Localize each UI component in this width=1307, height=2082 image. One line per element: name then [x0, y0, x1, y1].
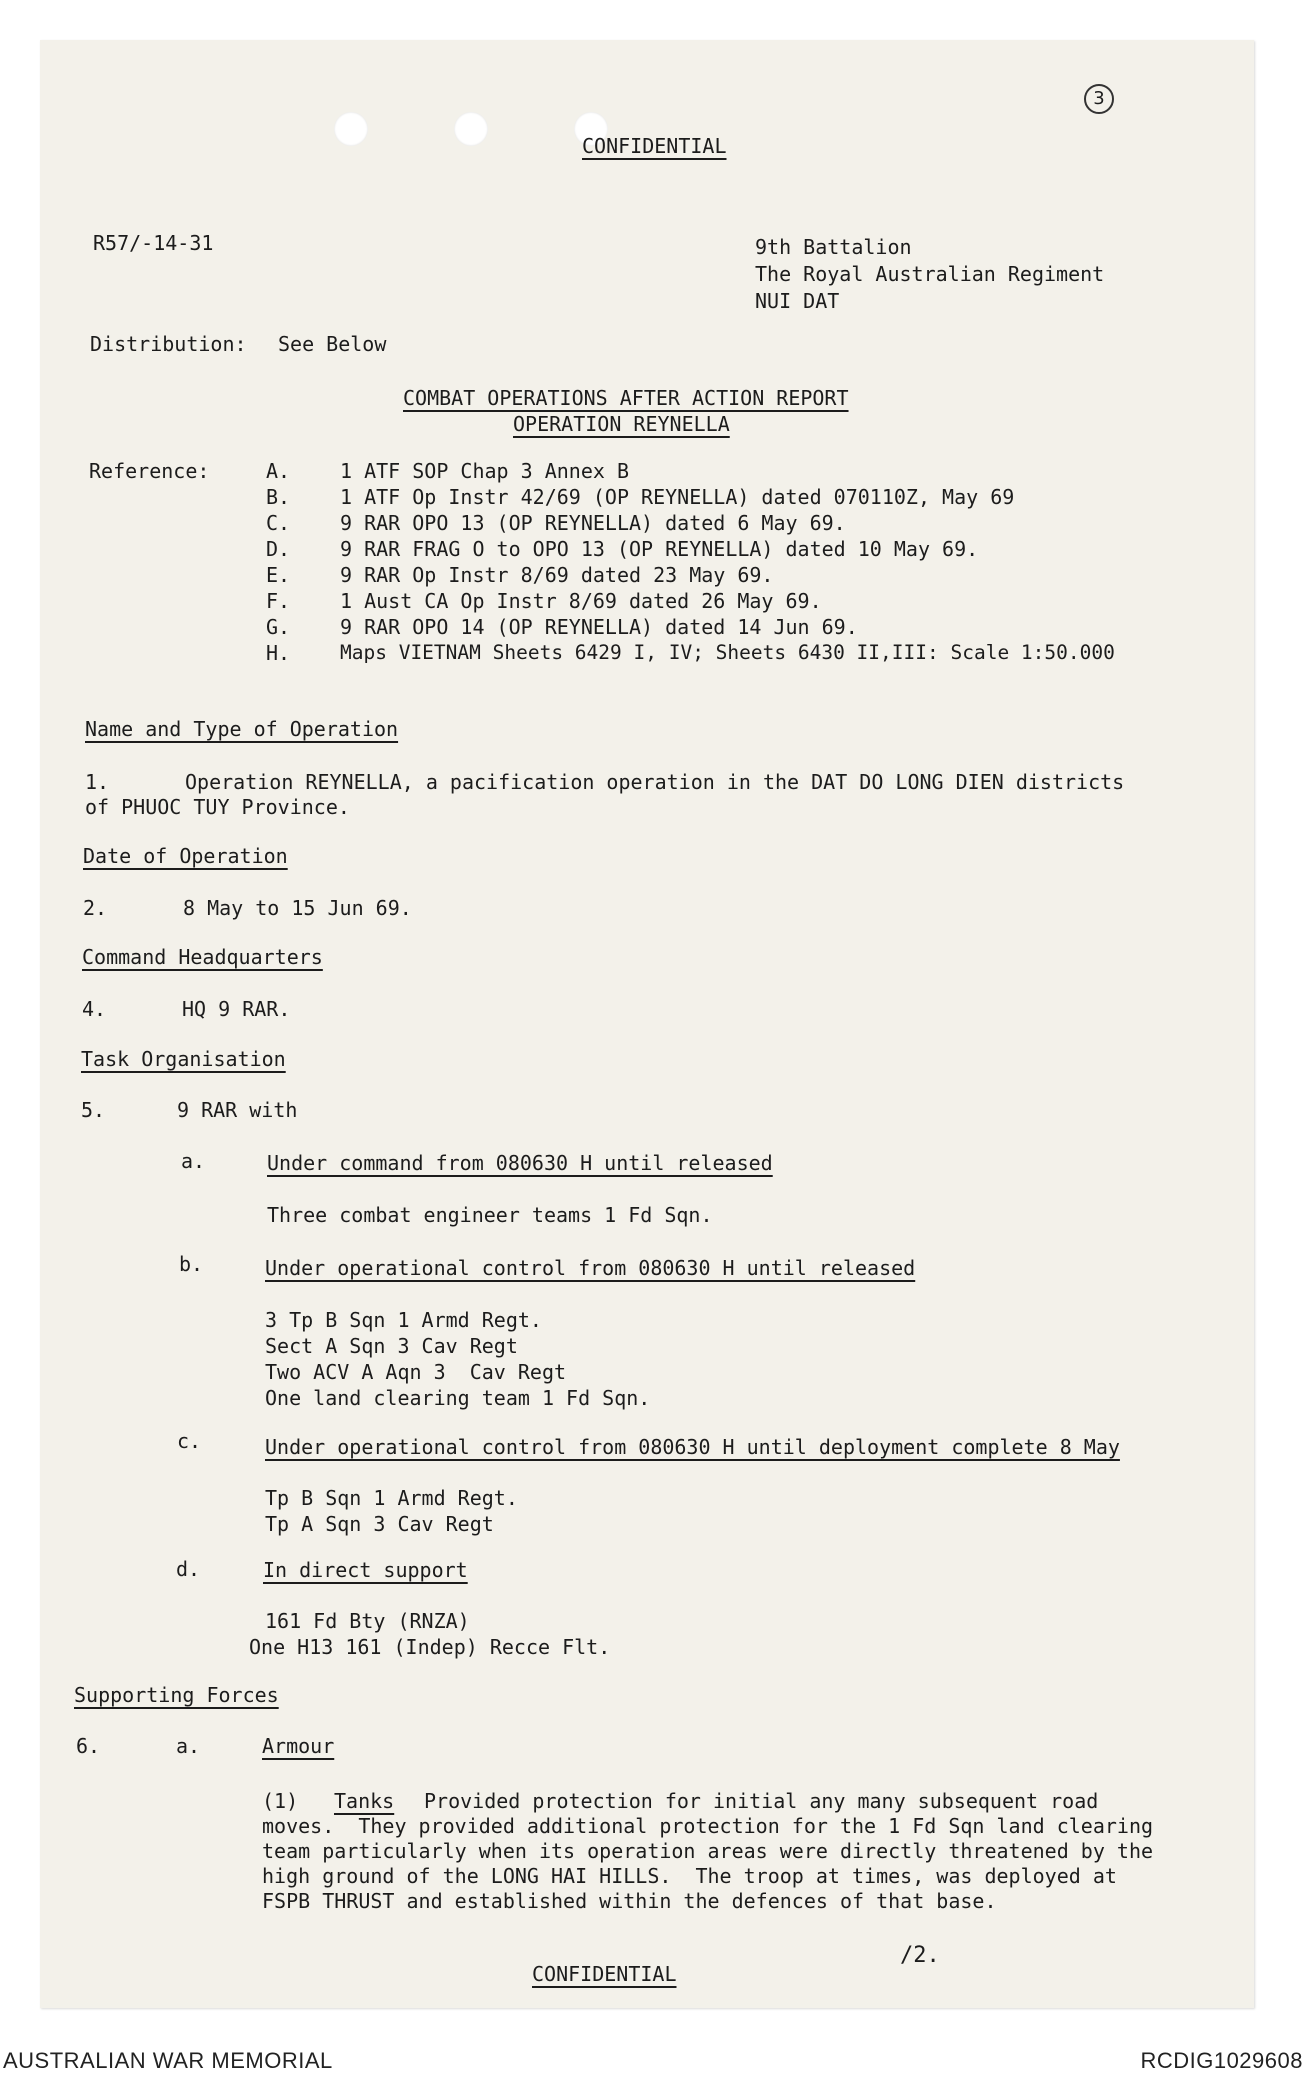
section-heading: Supporting Forces	[74, 1683, 279, 1707]
subparagraph-letter: b.	[179, 1252, 204, 1276]
report-title: COMBAT OPERATIONS AFTER ACTION REPORT	[403, 386, 849, 410]
subparagraph-text: One H13 161 (Indep) Recce Flt.	[249, 1635, 611, 1659]
paragraph-text: of PHUOC TUY Province.	[85, 795, 350, 819]
punch-hole	[454, 112, 488, 146]
reference-letter: D.	[266, 537, 291, 561]
subparagraph-text: Sect A Sqn 3 Cav Regt	[265, 1334, 518, 1358]
section-heading: Date of Operation	[83, 844, 288, 868]
reference-letter: H.	[266, 641, 291, 665]
reference-text: 9 RAR Op Instr 8/69 dated 23 May 69.	[340, 563, 774, 587]
section-heading: Name and Type of Operation	[85, 717, 399, 741]
subparagraph-text: One land clearing team 1 Fd Sqn.	[265, 1386, 651, 1410]
reference-text: Maps VIETNAM Sheets 6429 I, IV; Sheets 6430 II,III: Scale 1:50.000	[340, 641, 1115, 664]
distribution-label: Distribution:	[90, 332, 247, 356]
reference-letter: E.	[266, 563, 291, 587]
subparagraph-text: Three combat engineer teams 1 Fd Sqn.	[267, 1203, 713, 1227]
subparagraph-letter: c.	[177, 1429, 202, 1453]
unit-line: 9th Battalion	[755, 235, 912, 259]
operation-title: OPERATION REYNELLA	[513, 412, 730, 436]
section-heading: Task Organisation	[81, 1047, 286, 1071]
subparagraph-letter: d.	[176, 1557, 201, 1581]
distribution-value: See Below	[278, 332, 387, 356]
paragraph-text: Operation REYNELLA, a pacification operation in the DAT DO LONG DIEN districts	[185, 770, 1125, 794]
reference-label: Reference:	[89, 459, 210, 483]
archive-credit: AUSTRALIAN WAR MEMORIAL	[3, 2048, 333, 2073]
subparagraph-heading: In direct support	[263, 1558, 468, 1582]
item-text: moves. They provided additional protection for the 1 Fd Sqn land clearing	[262, 1814, 1154, 1838]
paragraph-text: HQ 9 RAR.	[182, 997, 291, 1021]
reference-letter: B.	[266, 485, 291, 509]
subparagraph-text: 161 Fd Bty (RNZA)	[265, 1609, 470, 1633]
item-text: team particularly when its operation areas were directly threatened by the	[262, 1839, 1154, 1863]
paragraph-number: 2.	[83, 896, 108, 920]
unit-line: The Royal Australian Regiment	[755, 262, 1105, 286]
paragraph-number: 4.	[82, 997, 107, 1021]
item-text: Provided protection for initial any many subsequent road	[424, 1789, 1099, 1813]
classification-top: CONFIDENTIAL	[582, 134, 727, 158]
reference-letter: F.	[266, 589, 291, 613]
reference-text: 1 ATF SOP Chap 3 Annex B	[340, 459, 629, 483]
item-heading: Tanks	[334, 1789, 395, 1813]
reference-letter: C.	[266, 511, 291, 535]
reference-text: 9 RAR OPO 13 (OP REYNELLA) dated 6 May 69.	[340, 511, 846, 535]
subparagraph-letter: a.	[181, 1149, 206, 1173]
paragraph-text: 8 May to 15 Jun 69.	[183, 896, 412, 920]
paragraph-text: 9 RAR with	[177, 1098, 298, 1122]
subparagraph-text: 3 Tp B Sqn 1 Armd Regt.	[265, 1308, 542, 1332]
subparagraph-heading: Under operational control from 080630 H until deployment complete 8 May	[265, 1435, 1120, 1459]
continuation-mark: /2.	[900, 1943, 940, 1968]
item-text: high ground of the LONG HAI HILLS. The troop at times, was deployed at	[262, 1864, 1117, 1888]
paragraph-number: 1.	[85, 770, 110, 794]
file-reference: R57/-14-31	[93, 231, 214, 255]
item-text: FSPB THRUST and established within the defences of that base.	[262, 1889, 997, 1913]
subparagraph-letter: a.	[176, 1734, 201, 1758]
page-number-mark: 3	[1084, 84, 1114, 114]
punch-hole	[334, 112, 368, 146]
unit-line: NUI DAT	[755, 289, 840, 313]
reference-letter: G.	[266, 615, 291, 639]
reference-text: 1 ATF Op Instr 42/69 (OP REYNELLA) dated 070110Z, May 69	[340, 485, 1015, 509]
subparagraph-heading: Under operational control from 080630 H until released	[265, 1256, 916, 1280]
reference-text: 9 RAR OPO 14 (OP REYNELLA) dated 14 Jun 69.	[340, 615, 858, 639]
item-number: (1)	[262, 1789, 299, 1813]
subparagraph-heading: Armour	[262, 1734, 335, 1758]
subparagraph-heading: Under command from 080630 H until released	[267, 1151, 773, 1175]
archive-id: RCDIG1029608	[1140, 2048, 1303, 2073]
subparagraph-text: Tp A Sqn 3 Cav Regt	[265, 1512, 494, 1536]
reference-letter: A.	[266, 459, 291, 483]
subparagraph-text: Tp B Sqn 1 Armd Regt.	[265, 1486, 518, 1510]
classification-bottom: CONFIDENTIAL	[532, 1962, 677, 1986]
reference-text: 1 Aust CA Op Instr 8/69 dated 26 May 69.	[340, 589, 822, 613]
paragraph-number: 6.	[76, 1734, 101, 1758]
subparagraph-text: Two ACV A Aqn 3 Cav Regt	[265, 1360, 567, 1384]
section-heading: Command Headquarters	[82, 945, 323, 969]
reference-text: 9 RAR FRAG O to OPO 13 (OP REYNELLA) dated 10 May 69.	[340, 537, 979, 561]
paragraph-number: 5.	[81, 1098, 106, 1122]
